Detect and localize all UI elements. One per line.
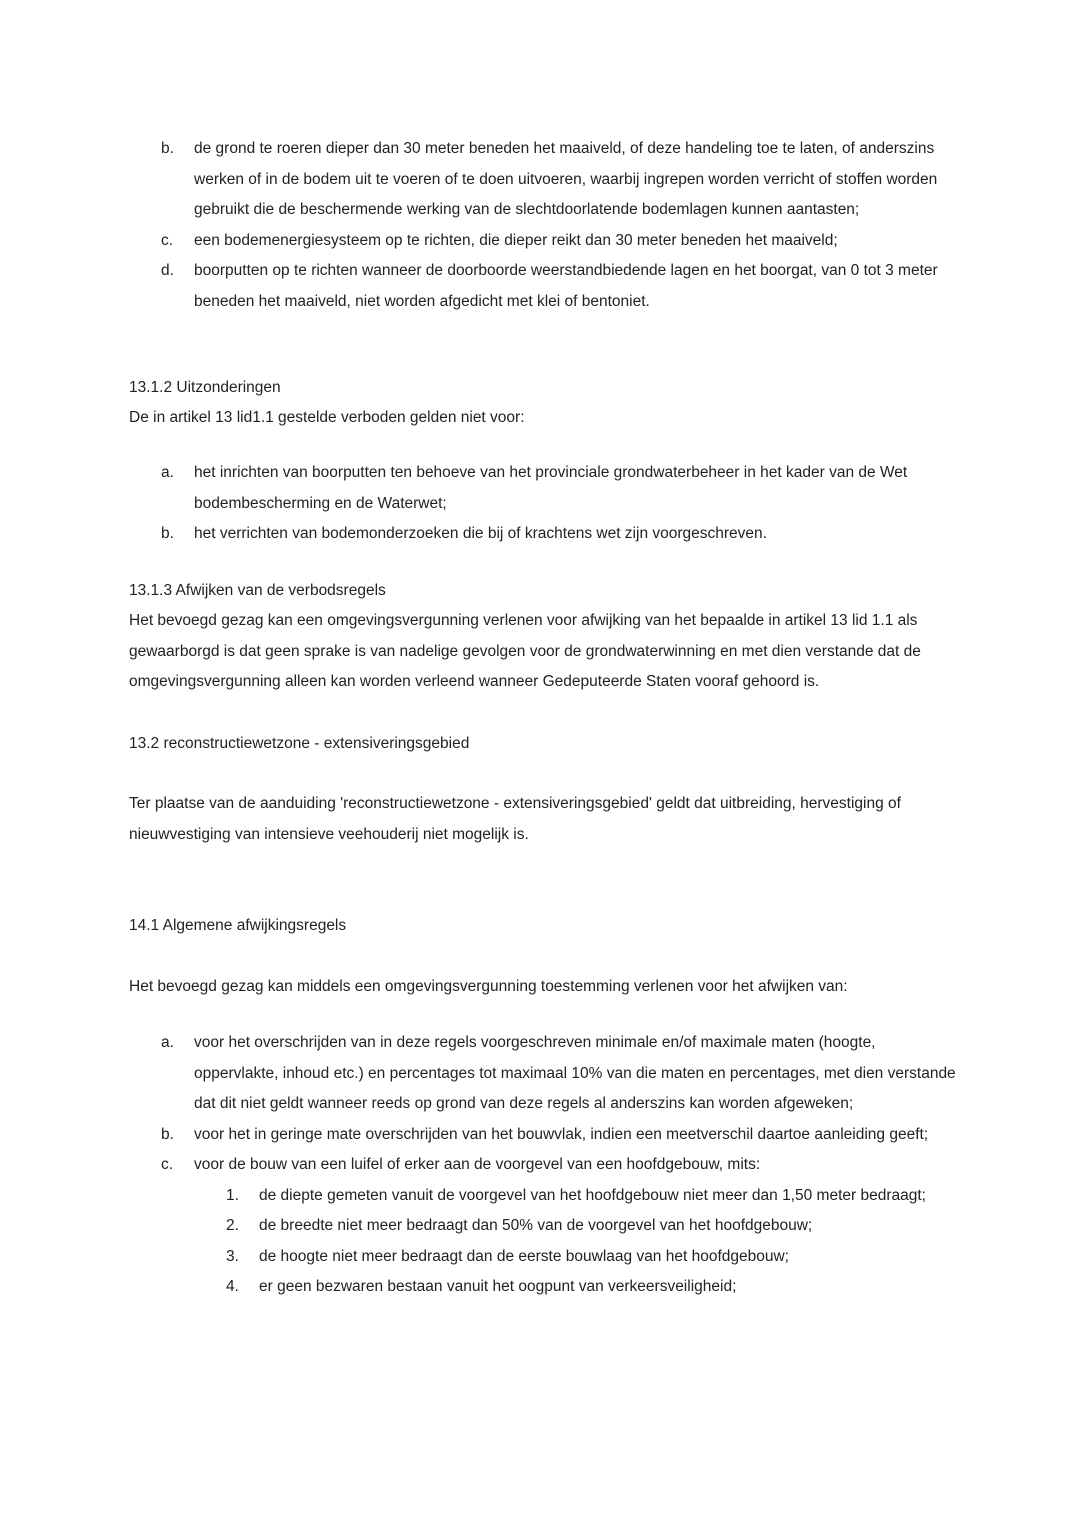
sub-list-text: er geen bezwaren bestaan vanuit het oogpunt van verkeersveiligheid; [259,1278,737,1295]
section-14-1-intro [129,972,959,1002]
list-item [129,1150,959,1303]
list-marker: a. [161,464,174,481]
section-body: Ter plaatse van de aanduiding 'reconstructiewetzone - extensiveringsgebied' geldt dat uitbreiding, hervestiging of nieuwvestiging van intensieve veehouderij niet mogelijk is. [129,795,901,843]
list-marker: c. [161,1156,174,1173]
sub-list-item [194,1272,959,1303]
section-heading: 13.1.3 Afwijken van de verbodsregels [129,582,386,599]
section-intro: Het bevoegd gezag kan middels een omgevingsvergunning toestemming verlenen voor het afwijken van: [129,978,848,995]
exceptions-list [129,458,959,550]
sub-list-item [194,1211,959,1242]
section-intro: De in artikel 13 lid1.1 gestelde verboden gelden niet voor: [129,409,525,426]
list-text: het inrichten van boorputten ten behoeve van het provinciale grondwaterbeheer in het kader van de Wet bodembescherming en de Waterwet; [194,464,908,512]
section-heading: 13.2 reconstructiewetzone - extensiveringsgebied [129,735,470,752]
list-text: voor het overschrijden van in deze regels voorgeschreven minimale en/of maximale maten (hoogte, oppervlakte, inhoud etc.) en percentages tot maximaal 10% van die maten en percentages, met dien verstande dat dit niet geldt wanneer reeds op grond van deze regels al anderszins kan worden afgeweken; [194,1034,956,1112]
list-item-text: voor de bouw van een luifel of erker aan de voorgevel van een hoofdgebouw, mits: [194,1156,761,1173]
list-marker: a. [161,1034,174,1051]
prohibition-list [129,134,959,317]
list-text: het verrichten van bodemonderzoeken die bij of krachtens wet zijn voorgeschreven. [194,525,767,542]
list-item [129,134,959,226]
list-item [129,256,959,317]
list-text: boorputten op te richten wanneer de doorboorde weerstandbiedende lagen en het boorgat, van 0 tot 3 meter beneden het maaiveld, niet worden afgedicht met klei of bentoniet. [194,262,938,310]
sub-list [194,1181,959,1303]
list-text: een bodemenergiesysteem op te richten, die dieper reikt dan 30 meter beneden het maaiveld; [194,231,838,249]
sub-list-marker: 3. [226,1247,239,1265]
list-marker: b. [161,525,174,542]
list-text: voor het in geringe mate overschrijden van het bouwvlak, indien een meetverschil daartoe aanleiding geeft; [194,1125,929,1143]
sub-list-text: de breedte niet meer bedraagt dan 50% van de voorgevel van het hoofdgebouw; [259,1217,813,1234]
list-marker: b. [161,1125,174,1143]
list-item [129,519,959,550]
section-13-1-2 [129,373,959,433]
sub-list-item [194,1242,959,1273]
sub-list-marker: 4. [226,1278,239,1295]
list-marker: c. [161,231,174,249]
list-marker: d. [161,262,174,279]
list-text: de grond te roeren dieper dan 30 meter beneden het maaiveld, of deze handeling toe te laten, of anderszins werken of in de bodem uit te voeren of te doen uitvoeren, waarbij ingrepen worden verricht of stoffen worden gebruikt die de beschermende werking van de slechtdoorlatende bodemlagen kunnen aantasten; [194,140,938,218]
list-item [129,226,959,257]
section-14-1 [129,911,959,941]
section-body: Het bevoegd gezag kan een omgevingsvergunning verlenen voor afwijking van het bepaalde in artikel 13 lid 1.1 als gewaarborgd is dat geen sprake is van nadelige gevolgen voor de grondwaterwinning en met dien verstande dat de omgevingsvergunning alleen kan worden verleend wanneer Gedeputeerde Staten vooraf gehoord is. [129,612,921,690]
list-text [194,1150,959,1303]
sub-list-item [194,1181,959,1212]
section-13-2-body [129,789,959,850]
list-item [129,1120,959,1151]
section-13-1-3 [129,576,959,698]
section-heading: 14.1 Algemene afwijkingsregels [129,917,347,934]
section-heading: 13.1.2 Uitzonderingen [129,379,281,396]
sub-list-marker: 2. [226,1217,239,1234]
sub-list-text: de hoogte niet meer bedraagt dan de eerste bouwlaag van het hoofdgebouw; [259,1247,789,1265]
list-item [129,458,959,519]
section-13-2 [129,729,959,759]
list-marker: b. [161,140,174,157]
sub-list-text: de diepte gemeten vanuit de voorgevel van het hoofdgebouw niet meer dan 1,50 meter bedraagt; [259,1186,926,1204]
deviation-list [129,1028,959,1303]
sub-list-marker: 1. [226,1186,239,1204]
list-item [129,1028,959,1120]
